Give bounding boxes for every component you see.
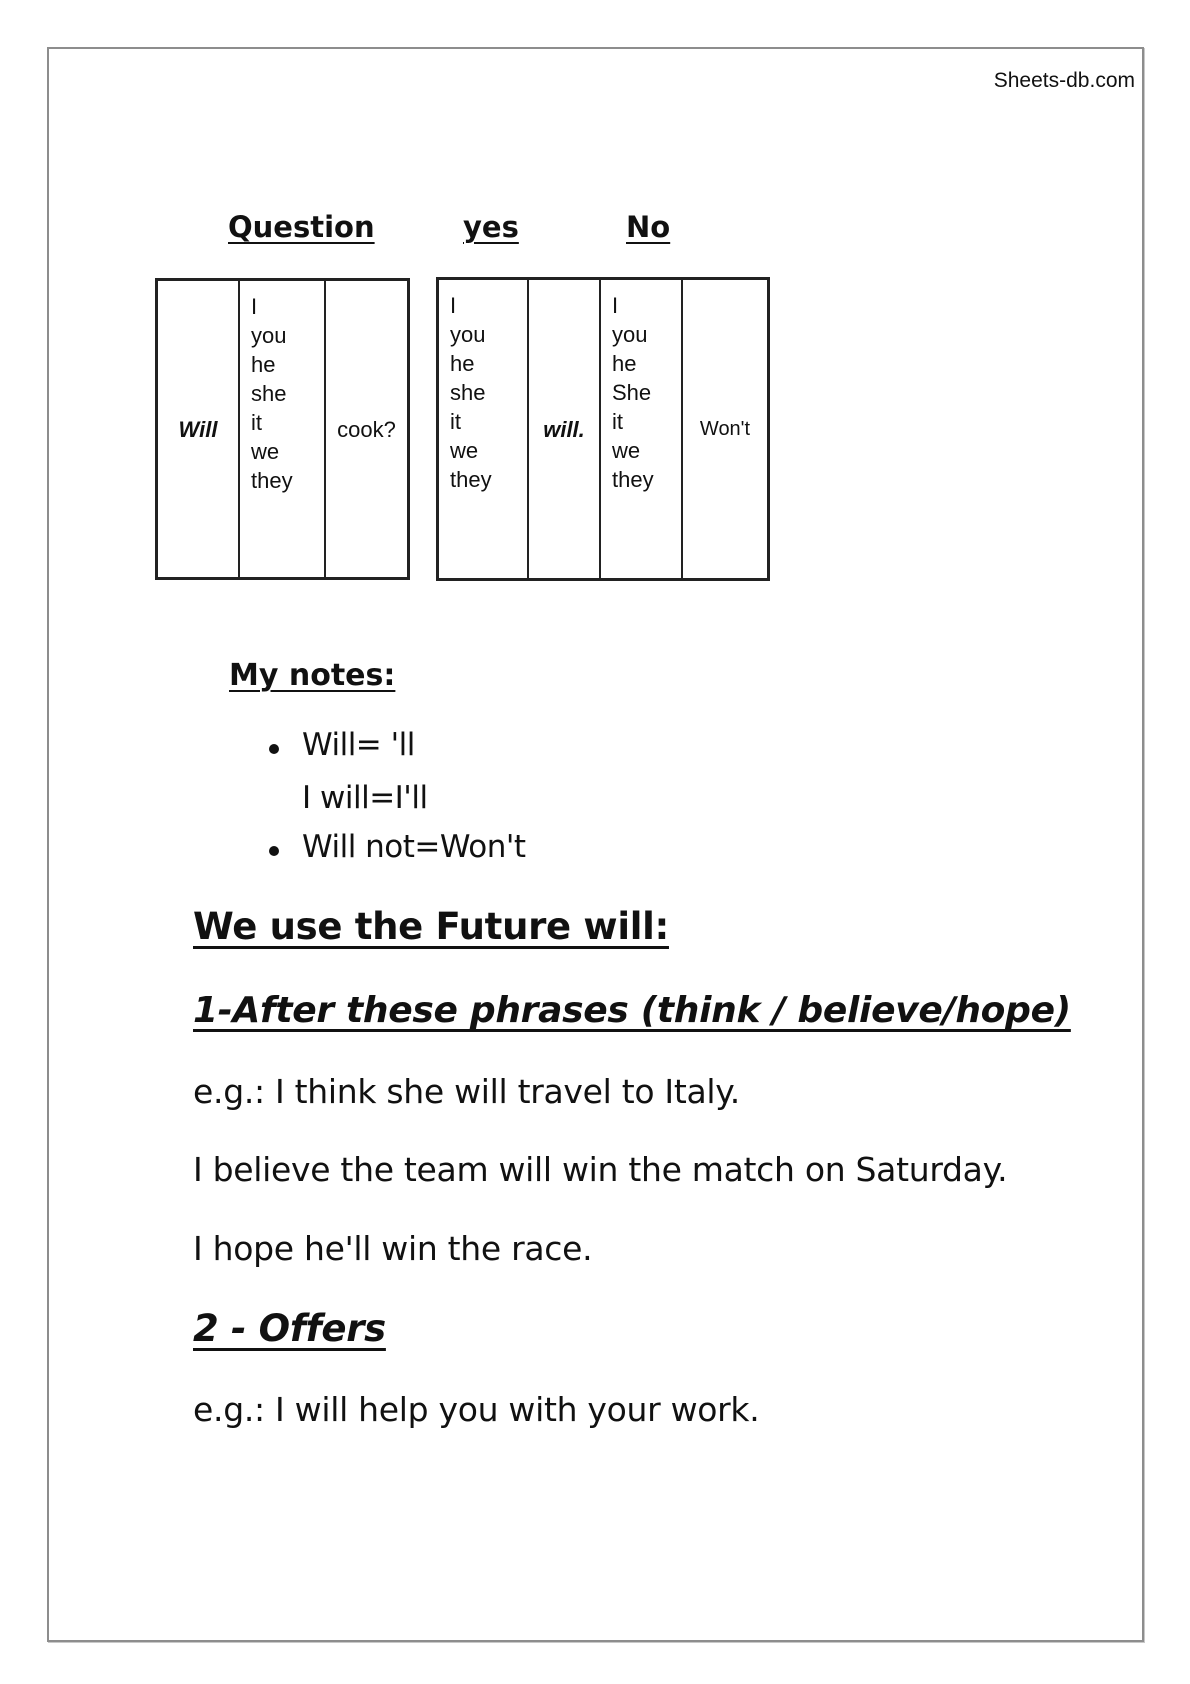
no-aux-cell xyxy=(683,280,767,578)
section-heading: We use the Future will: xyxy=(193,905,669,948)
pronoun: she xyxy=(251,381,287,406)
question-aux-cell xyxy=(158,281,240,577)
question-verb: cook? xyxy=(337,416,396,442)
example-line: e.g.: I will help you with your work. xyxy=(193,1390,760,1429)
rule1-heading: 1-After these phrases (think / believe/hope) xyxy=(193,990,1071,1031)
pronoun: it xyxy=(450,409,461,434)
yes-pronoun-cell xyxy=(439,280,529,578)
pronoun: you xyxy=(450,322,486,347)
pronoun: they xyxy=(612,467,654,492)
yes-aux: will. xyxy=(543,416,585,442)
pronoun: he xyxy=(612,351,637,376)
pronoun: we xyxy=(450,438,479,463)
bullet-icon xyxy=(269,846,279,856)
pronoun: I xyxy=(251,294,258,319)
question-aux: Will xyxy=(178,416,218,442)
pronoun: we xyxy=(251,439,280,464)
pronoun: She xyxy=(612,380,652,405)
pronoun: it xyxy=(612,409,623,434)
pronoun: you xyxy=(612,322,648,347)
pronoun: he xyxy=(251,352,276,377)
example-line: I believe the team will win the match on Saturday. xyxy=(193,1150,1008,1189)
pronoun: I xyxy=(450,293,457,318)
pronoun: she xyxy=(450,380,486,405)
no-aux: Won't xyxy=(699,417,751,440)
note-item: Will not=Won't xyxy=(302,829,526,865)
notes-title: My notes: xyxy=(229,658,396,693)
pronoun: they xyxy=(251,468,293,493)
pronoun: you xyxy=(251,323,287,348)
answer-table xyxy=(436,277,770,581)
header-yes: yes xyxy=(463,210,519,244)
bullet-icon xyxy=(269,744,279,754)
no-pronoun-cell xyxy=(601,280,683,578)
header-no: No xyxy=(626,210,671,244)
pronoun: he xyxy=(450,351,475,376)
header-question: Question xyxy=(228,210,375,244)
note-item: Will= 'll xyxy=(302,727,415,763)
watermark: Sheets-db.com xyxy=(993,69,1135,92)
pronoun: it xyxy=(251,410,262,435)
pronoun: they xyxy=(450,467,492,492)
question-table xyxy=(155,278,410,580)
question-verb-cell xyxy=(326,281,407,577)
question-pronoun-cell xyxy=(240,281,326,577)
note-item: I will=I'll xyxy=(302,780,428,816)
pronoun: I xyxy=(612,293,619,318)
pronoun: we xyxy=(612,438,641,463)
example-line: e.g.: I think she will travel to Italy. xyxy=(193,1072,740,1111)
yes-aux-cell xyxy=(529,280,601,578)
example-line: I hope he'll win the race. xyxy=(193,1229,593,1268)
rule2-heading: 2 - Offers xyxy=(193,1307,386,1350)
